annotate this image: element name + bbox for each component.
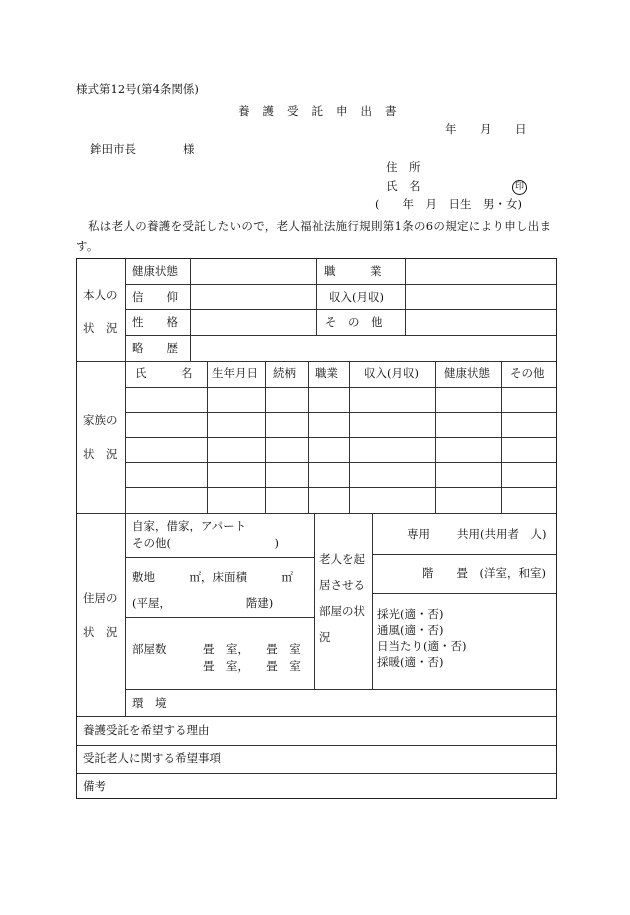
remarks-label: 備考 [83, 779, 106, 793]
seal-icon: 印 [512, 180, 527, 195]
room-floor-tatami: 階 畳 (洋室，和室) [422, 566, 546, 580]
condition-heating: 採暖(適・否) [377, 655, 444, 669]
wishes-label: 受託老人に関する希望事項 [83, 751, 221, 765]
room-exclusive: 専用 [407, 527, 430, 541]
health-label: 健康状態 [132, 264, 178, 278]
family-col-income: 収入(月収) [364, 366, 419, 380]
birth-gender-line: ( 年 月 日生 男・女) [375, 197, 522, 211]
condition-lighting: 採光(適・否) [377, 607, 444, 621]
honorific: 様 [183, 142, 195, 156]
condition-sunlight: 日当たり(適・否) [377, 639, 467, 653]
intro-paragraph: 私は老人の養護を受託したいので，老人福祉法施行規則第1条の6の規定により申し出ます。 [76, 219, 552, 253]
condition-ventilation: 通風(適・否) [377, 623, 444, 637]
name-label: 氏 名 [386, 179, 421, 193]
belief-label: 信 仰 [132, 290, 178, 304]
section-personal-label-1: 本人の [83, 288, 118, 302]
environment-label: 環 境 [132, 696, 167, 710]
history-label: 略 歴 [132, 341, 178, 355]
date-month-label: 月 [480, 122, 492, 136]
income-label: 収入(月収) [329, 290, 384, 304]
rooms-count-label: 部屋数 [132, 642, 167, 656]
occupation-label: 職 業 [324, 264, 382, 278]
rooms-row-1: 畳 室， 畳 室 [203, 642, 301, 656]
rooms-row-2: 畳 室， 畳 室 [203, 659, 301, 673]
section-personal-label-2: 状 況 [83, 321, 118, 335]
elder-room-label-2: 居させる [319, 578, 365, 592]
family-col-name: 氏 名 [135, 366, 193, 380]
reason-label: 養護受託を希望する理由 [83, 723, 210, 737]
section-housing-label-1: 住居の [83, 591, 118, 605]
room-shared: 共用(共用者 人) [457, 527, 547, 541]
other-label: そ の 他 [325, 315, 383, 329]
family-col-health: 健康状態 [444, 366, 490, 380]
home-type-options: 自家，借家，アパート [132, 519, 247, 533]
date-year-label: 年 [445, 122, 457, 136]
family-col-birthdate: 生年月日 [212, 366, 258, 380]
family-col-other: その他 [510, 366, 545, 380]
family-col-occupation: 職業 [315, 366, 338, 380]
addressee: 鉾田市長 [90, 142, 136, 156]
section-family-label-2: 状 況 [83, 447, 118, 461]
elder-room-label-3: 部屋の状 [319, 604, 365, 618]
address-label: 住 所 [386, 160, 421, 174]
application-form-table [76, 258, 557, 799]
building-floors: (平屋， 階建) [132, 596, 274, 610]
section-housing-label-2: 状 況 [83, 625, 118, 639]
character-label: 性 格 [132, 315, 178, 329]
site-floor-area: 敷地 ㎡，床面積 ㎡ [132, 570, 293, 584]
seal-mark [512, 180, 527, 195]
form-number: 様式第12号(第4条関係) [76, 82, 199, 96]
elder-room-label-4: 況 [319, 630, 331, 644]
page-title: 養護受託申出書 [238, 104, 410, 118]
date-day-label: 日 [515, 122, 527, 136]
section-family-label-1: 家族の [83, 413, 118, 427]
family-col-relation: 続柄 [273, 366, 296, 380]
home-type-other: その他( ) [132, 536, 279, 550]
elder-room-label-1: 老人を起 [319, 552, 365, 566]
